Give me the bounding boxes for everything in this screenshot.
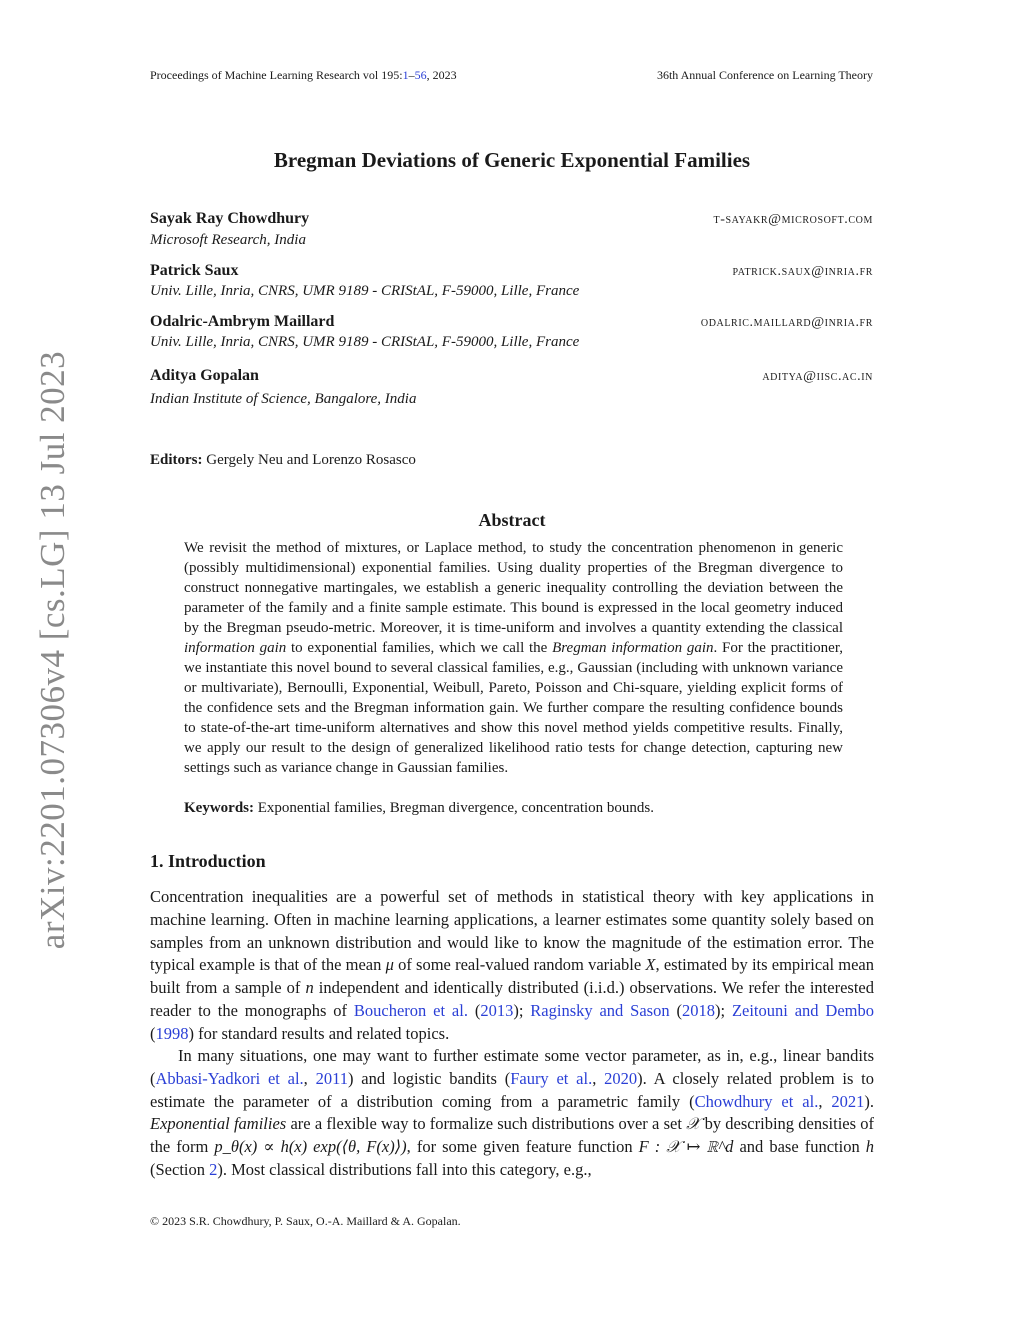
text-segment: are a flexible way to formalize such distributions over a set: [286, 1114, 687, 1134]
text-segment: ). A closely related problem is to estimate the parameter of a distribution coming from a parametric family (: [150, 1068, 875, 1111]
text-segment: (: [669, 1000, 682, 1020]
author-name: Patrick Saux: [150, 262, 239, 279]
keywords-line: [184, 800, 654, 817]
author-name: Aditya Gopalan: [150, 367, 259, 384]
section-heading: 1. Introduction: [150, 851, 266, 871]
text-segment: Concentration inequalities are a powerful set of methods in statistical theory with key applications in machine learning. Often in machine learning applications, a learner estimates some quantity solely based on samples from an unknown distribution and would like to know the magnitude of the estimation error. The typical example is that of the mean: [150, 887, 874, 975]
citation-link[interactable]: Boucheron et al.: [353, 1000, 468, 1020]
conference-header: 36th Annual Conference on Learning Theory: [656, 68, 873, 82]
text-segment: (: [150, 1023, 156, 1043]
author-name: Odalric-Ambrym Maillard: [150, 313, 335, 330]
citation-link[interactable]: Chowdhury et al.: [694, 1091, 819, 1111]
author-email: patrick.saux@inria.fr: [732, 264, 873, 279]
editors-line: [150, 452, 416, 469]
author-affiliation: Univ. Lille, Inria, CNRS, UMR 9189 - CRIStAL, F-59000, Lille, France: [150, 334, 580, 350]
citation-year-link[interactable]: 2020: [604, 1068, 638, 1088]
author-email: t-sayakr@microsoft.com: [713, 212, 873, 227]
citation-link[interactable]: Faury et al.: [510, 1068, 593, 1088]
editors-names: Gergely Neu and Lorenzo Rosasco: [206, 452, 416, 468]
text-segment: by describing densities of the form: [150, 1114, 874, 1157]
intro-paragraph: [150, 1045, 874, 1182]
first-page-link[interactable]: 1: [402, 68, 409, 82]
math-symbol: n: [305, 978, 314, 998]
editors-label: Editors:: [150, 452, 203, 468]
citation-year-link[interactable]: 1998: [155, 1023, 189, 1043]
author-email: odalric.maillard@inria.fr: [700, 315, 873, 330]
text-segment: ,: [818, 1091, 832, 1111]
text-segment: ). Most classical distributions fall into this category, e.g.,: [217, 1159, 592, 1179]
author-affiliation: Indian Institute of Science, Bangalore, India: [150, 391, 417, 407]
citation-year-link[interactable]: 2021: [831, 1091, 865, 1111]
text-segment: );: [714, 1000, 732, 1020]
text-segment: of some real-valued random variable: [393, 955, 646, 975]
citation-year-link[interactable]: 2013: [480, 1000, 514, 1020]
abstract-heading: Abstract: [478, 510, 546, 530]
keywords-text: Exponential families, Bregman divergence, concentration bounds.: [257, 800, 655, 816]
author-affiliation: Microsoft Research, India: [150, 232, 306, 248]
text-segment: ,: [592, 1068, 605, 1088]
abstract-segment: to exponential families, which we call the: [286, 640, 553, 656]
citation-link[interactable]: Zeitouni and Dembo: [731, 1000, 874, 1020]
text-segment: (: [467, 1000, 481, 1020]
math-symbol: X: [645, 955, 656, 975]
text-segment: ,: [303, 1068, 316, 1088]
abstract-segment: We revisit the method of mixtures, or Laplace method, to study the concentration phenomenon in generic (possibly multidimensional) exponential families. Using duality properties of the Bregman divergence to construct nonnegative martingales, we establish a generic inequality controlling the deviation between the parameter of the family and a finite sample estimate. This bound is expressed in the local geometry induced by the Bregman pseudo-metric. Moreover, it is time-uniform and involves a quantity extending the classical: [184, 540, 843, 636]
text-segment: ) for standard results and related topics.: [188, 1023, 450, 1043]
feature-map-formula: F : 𝒳 ↦ ℝ^d: [638, 1137, 734, 1157]
text-segment: , estimated by its empirical mean built from a sample of: [150, 955, 875, 998]
last-page-link[interactable]: 56: [414, 68, 427, 82]
proceedings-header: [150, 68, 457, 83]
citation-link[interactable]: Raginsky and Sason: [530, 1000, 670, 1020]
math-symbol: μ: [385, 955, 394, 975]
citation-link[interactable]: Abbasi-Yadkori et al.: [155, 1068, 304, 1088]
math-symbol: 𝒳: [686, 1114, 701, 1134]
text-segment: In many situations, one may want to further estimate some vector parameter, as in, e.g., linear bandits (: [150, 1046, 874, 1088]
page-range-dash: –: [408, 68, 415, 82]
author-affiliation: Univ. Lille, Inria, CNRS, UMR 9189 - CRIStAL, F-59000, Lille, France: [150, 283, 580, 299]
emphasis: Exponential families: [150, 1114, 287, 1134]
citation-year-link[interactable]: 2011: [315, 1068, 348, 1088]
abstract-emphasis: information gain: [184, 640, 287, 656]
density-formula: p_θ(x) ∝ h(x) exp(⟨θ, F(x)⟩): [214, 1137, 407, 1157]
paper-title: Bregman Deviations of Generic Exponential Families: [273, 148, 751, 172]
text-segment: ) and logistic bandits (: [347, 1068, 511, 1088]
text-segment: , for some given feature function: [406, 1137, 639, 1157]
proceedings-prefix: Proceedings of Machine Learning Research vol 195:: [150, 68, 403, 82]
author-name: Sayak Ray Chowdhury: [150, 210, 310, 227]
proceedings-year: , 2023: [426, 68, 457, 82]
intro-paragraph: [150, 886, 874, 1046]
abstract-text: [184, 538, 843, 778]
text-segment: );: [513, 1000, 531, 1020]
arxiv-identifier: arXiv:2201.07306v4 [cs.LG] 13 Jul 2023: [33, 350, 72, 950]
author-email: aditya@iisc.ac.in: [762, 369, 873, 384]
abstract-segment: . For the practitioner, we instantiate this novel bound to several classical families, e.g., Gaussian (including with unknown variance or multivariate), Bernoulli, Exponential, Weibull, Pareto, Poisson and Chi-square, yielding explicit forms of the confidence sets and the Bregman information gain. We further compare the resulting confidence bounds to state-of-the-art time-uniform alternatives and show this novel method yields competitive results. Finally, we apply our result to the design of generalized likelihood ratio tests for change detection, capturing new settings such as variance change in Gaussian families.: [184, 640, 843, 776]
copyright-notice: © 2023 S.R. Chowdhury, P. Saux, O.-A. Maillard & A. Gopalan.: [150, 1214, 461, 1228]
text-segment: ).: [864, 1091, 875, 1111]
text-segment: (Section: [150, 1159, 210, 1179]
section-ref-link[interactable]: 2: [209, 1159, 218, 1179]
abstract-emphasis: Bregman information gain: [552, 640, 714, 656]
citation-year-link[interactable]: 2018: [681, 1000, 715, 1020]
text-segment: and base function: [733, 1137, 866, 1157]
text-segment: independent and identically distributed (i.i.d.) observations. We refer the interested reader to the monographs of: [150, 978, 874, 1020]
math-symbol: h: [865, 1137, 875, 1157]
keywords-label: Keywords:: [184, 800, 254, 816]
